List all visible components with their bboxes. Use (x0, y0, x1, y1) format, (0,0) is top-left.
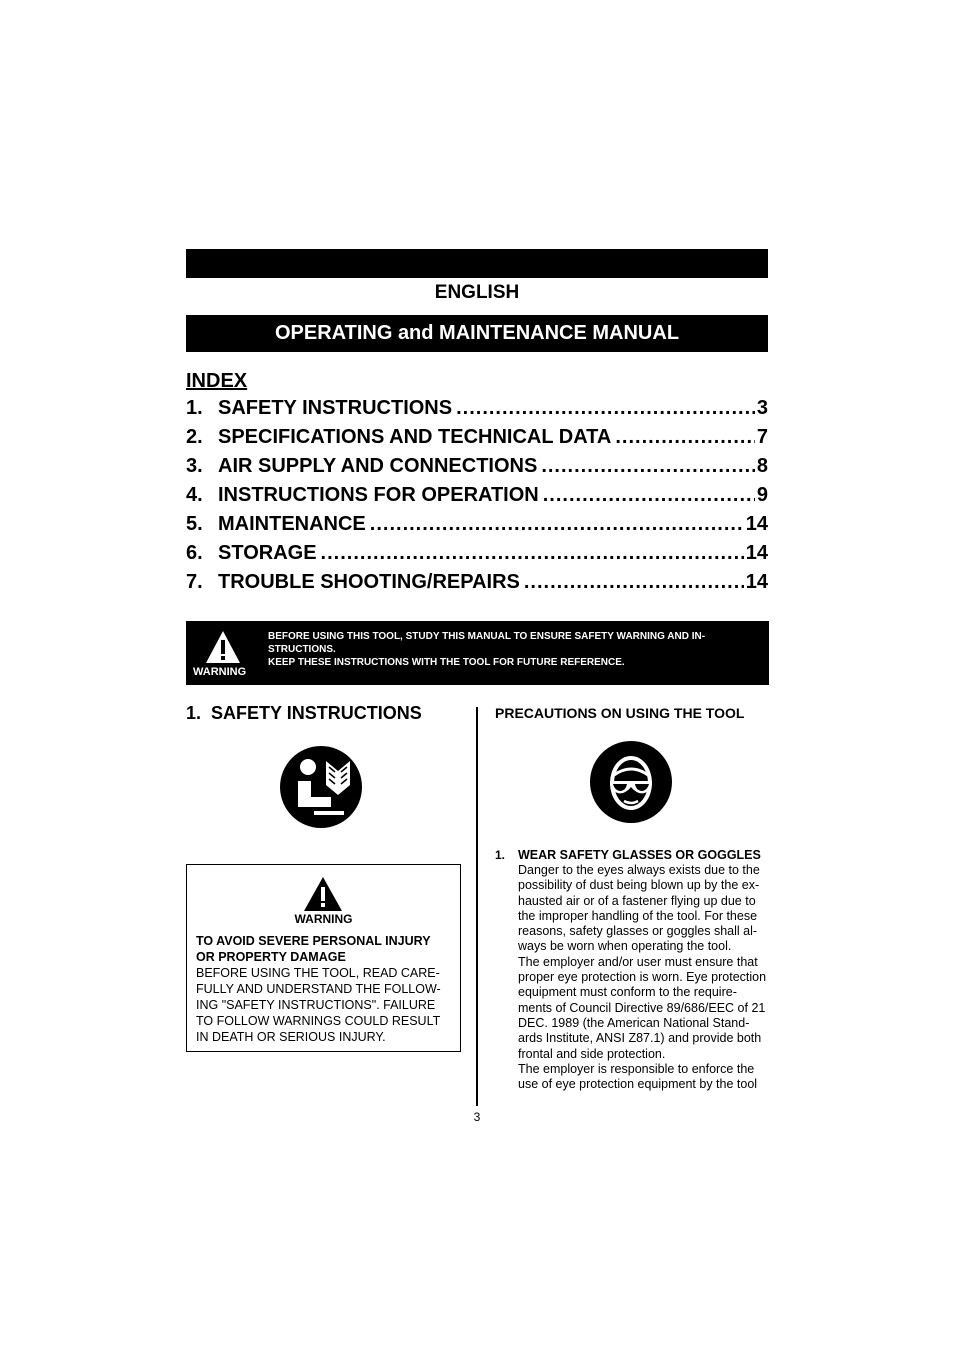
header-black-bar (186, 249, 768, 278)
toc-title: MAINTENANCE (218, 513, 366, 535)
warning-banner-label: WARNING (193, 666, 247, 678)
warning-box-heading-line: TO AVOID SEVERE PERSONAL INJURY (196, 934, 431, 948)
warning-banner-text (268, 630, 762, 669)
toc-page: 14 (745, 571, 768, 593)
precaution-line: The employer is responsible to enforce the (518, 1061, 755, 1076)
precaution-line: proper eye protection is worn. Eye protection (518, 970, 767, 985)
precaution-line: the improper handling of the tool. For these (518, 908, 758, 923)
toc-number: 1. (186, 397, 203, 419)
warning-box-line: FULLY AND UNDERSTAND THE FOLLOW- (196, 982, 441, 996)
toc-title: STORAGE (218, 542, 317, 564)
warning-box-line: BEFORE USING THE TOOL, READ CARE- (196, 966, 440, 980)
toc-title: INSTRUCTIONS FOR OPERATION (218, 484, 539, 506)
read-manual-icon (279, 745, 363, 829)
toc-leader-dots (611, 426, 755, 449)
toc-page: 14 (745, 513, 768, 535)
toc-leader-dots (317, 542, 744, 565)
toc-title: TROUBLE SHOOTING/REPAIRS (218, 571, 520, 593)
toc-page: 9 (756, 484, 768, 506)
page-number: 3 (473, 1110, 481, 1124)
toc-row[interactable] (186, 426, 768, 455)
column-divider (476, 707, 478, 1106)
warning-triangle-icon (205, 630, 241, 664)
precaution-line: The employer and/or user must ensure that (518, 954, 758, 969)
index-heading: INDEX (186, 370, 248, 392)
toc-number: 6. (186, 542, 203, 564)
toc-title: SAFETY INSTRUCTIONS (218, 397, 453, 419)
warning-box-line: TO FOLLOW WARNINGS COULD RESULT (196, 1014, 441, 1028)
precaution-line: DEC. 1989 (the American National Stand- (518, 1015, 750, 1030)
precaution-line: frontal and side protection. (518, 1046, 666, 1061)
warning-banner-line: KEEP THESE INSTRUCTIONS WITH THE TOOL FOR FUTURE REFERENCE. (268, 657, 625, 668)
warning-box-label: WARNING (294, 912, 353, 926)
toc-title: SPECIFICATIONS AND TECHNICAL DATA (218, 426, 612, 448)
toc-number: 2. (186, 426, 203, 448)
language-heading: ENGLISH (434, 282, 520, 303)
precaution-line: Danger to the eyes always exists due to the (518, 863, 760, 877)
toc-leader-dots (452, 397, 755, 420)
toc-page: 8 (756, 455, 768, 477)
precaution-item-number: 1. (495, 848, 506, 862)
warning-box-line: IN DEATH OR SERIOUS INJURY. (196, 1030, 386, 1044)
warning-triangle-icon (303, 876, 343, 912)
precaution-item-body (518, 863, 768, 1092)
toc-title: AIR SUPPLY AND CONNECTIONS (218, 455, 538, 477)
warning-box-heading-line: OR PROPERTY DAMAGE (196, 950, 346, 964)
precaution-line: reasons, safety glasses or goggles shall al- (518, 924, 758, 939)
warning-box (186, 864, 461, 1052)
toc-row[interactable] (186, 455, 768, 484)
precaution-line: possibility of dust being blown up by the ex- (518, 878, 760, 893)
warning-banner-line: STRUCTIONS. (268, 644, 336, 655)
toc-row[interactable] (186, 571, 768, 600)
warning-banner-line: BEFORE USING THIS TOOL, STUDY THIS MANUAL TO ENSURE SAFETY WARNING AND IN- (268, 631, 706, 642)
toc-row[interactable] (186, 484, 768, 513)
precaution-line: equipment must conform to the require- (518, 985, 737, 1000)
precaution-line: ments of Council Directive 89/686/EEC of 21 (518, 1000, 766, 1015)
warning-box-line: ING "SAFETY INSTRUCTIONS". FAILURE (196, 998, 436, 1012)
precaution-line: hausted air or of a fastener flying up due to (518, 893, 756, 908)
toc-page: 7 (756, 426, 768, 448)
toc-number: 3. (186, 455, 203, 477)
toc-page: 14 (745, 542, 768, 564)
precautions-heading: PRECAUTIONS ON USING THE TOOL (495, 705, 745, 721)
toc-leader-dots (520, 571, 744, 594)
manual-title-bar: OPERATING and MAINTENANCE MANUAL (186, 315, 768, 352)
section-heading: 1. SAFETY INSTRUCTIONS (186, 703, 422, 723)
toc-leader-dots (539, 484, 755, 507)
precaution-item-title: WEAR SAFETY GLASSES OR GOGGLES (518, 848, 761, 862)
toc-row[interactable] (186, 542, 768, 571)
toc-leader-dots (537, 455, 755, 478)
toc-number: 5. (186, 513, 203, 535)
toc-number: 7. (186, 571, 203, 593)
precaution-line: use of eye protection equipment by the tool (518, 1077, 758, 1092)
table-of-contents (186, 397, 768, 600)
warning-box-heading (196, 933, 454, 965)
warning-banner (186, 621, 769, 685)
precaution-line: ways be worn when operating the tool. (518, 939, 732, 954)
toc-row[interactable] (186, 397, 768, 426)
safety-goggles-icon (590, 741, 672, 823)
precaution-line: ards Institute, ANSI Z87.1) and provide both (518, 1031, 762, 1046)
warning-box-body (196, 965, 454, 1045)
toc-leader-dots (366, 513, 744, 536)
toc-page: 3 (756, 397, 768, 419)
toc-row[interactable] (186, 513, 768, 542)
toc-number: 4. (186, 484, 203, 506)
